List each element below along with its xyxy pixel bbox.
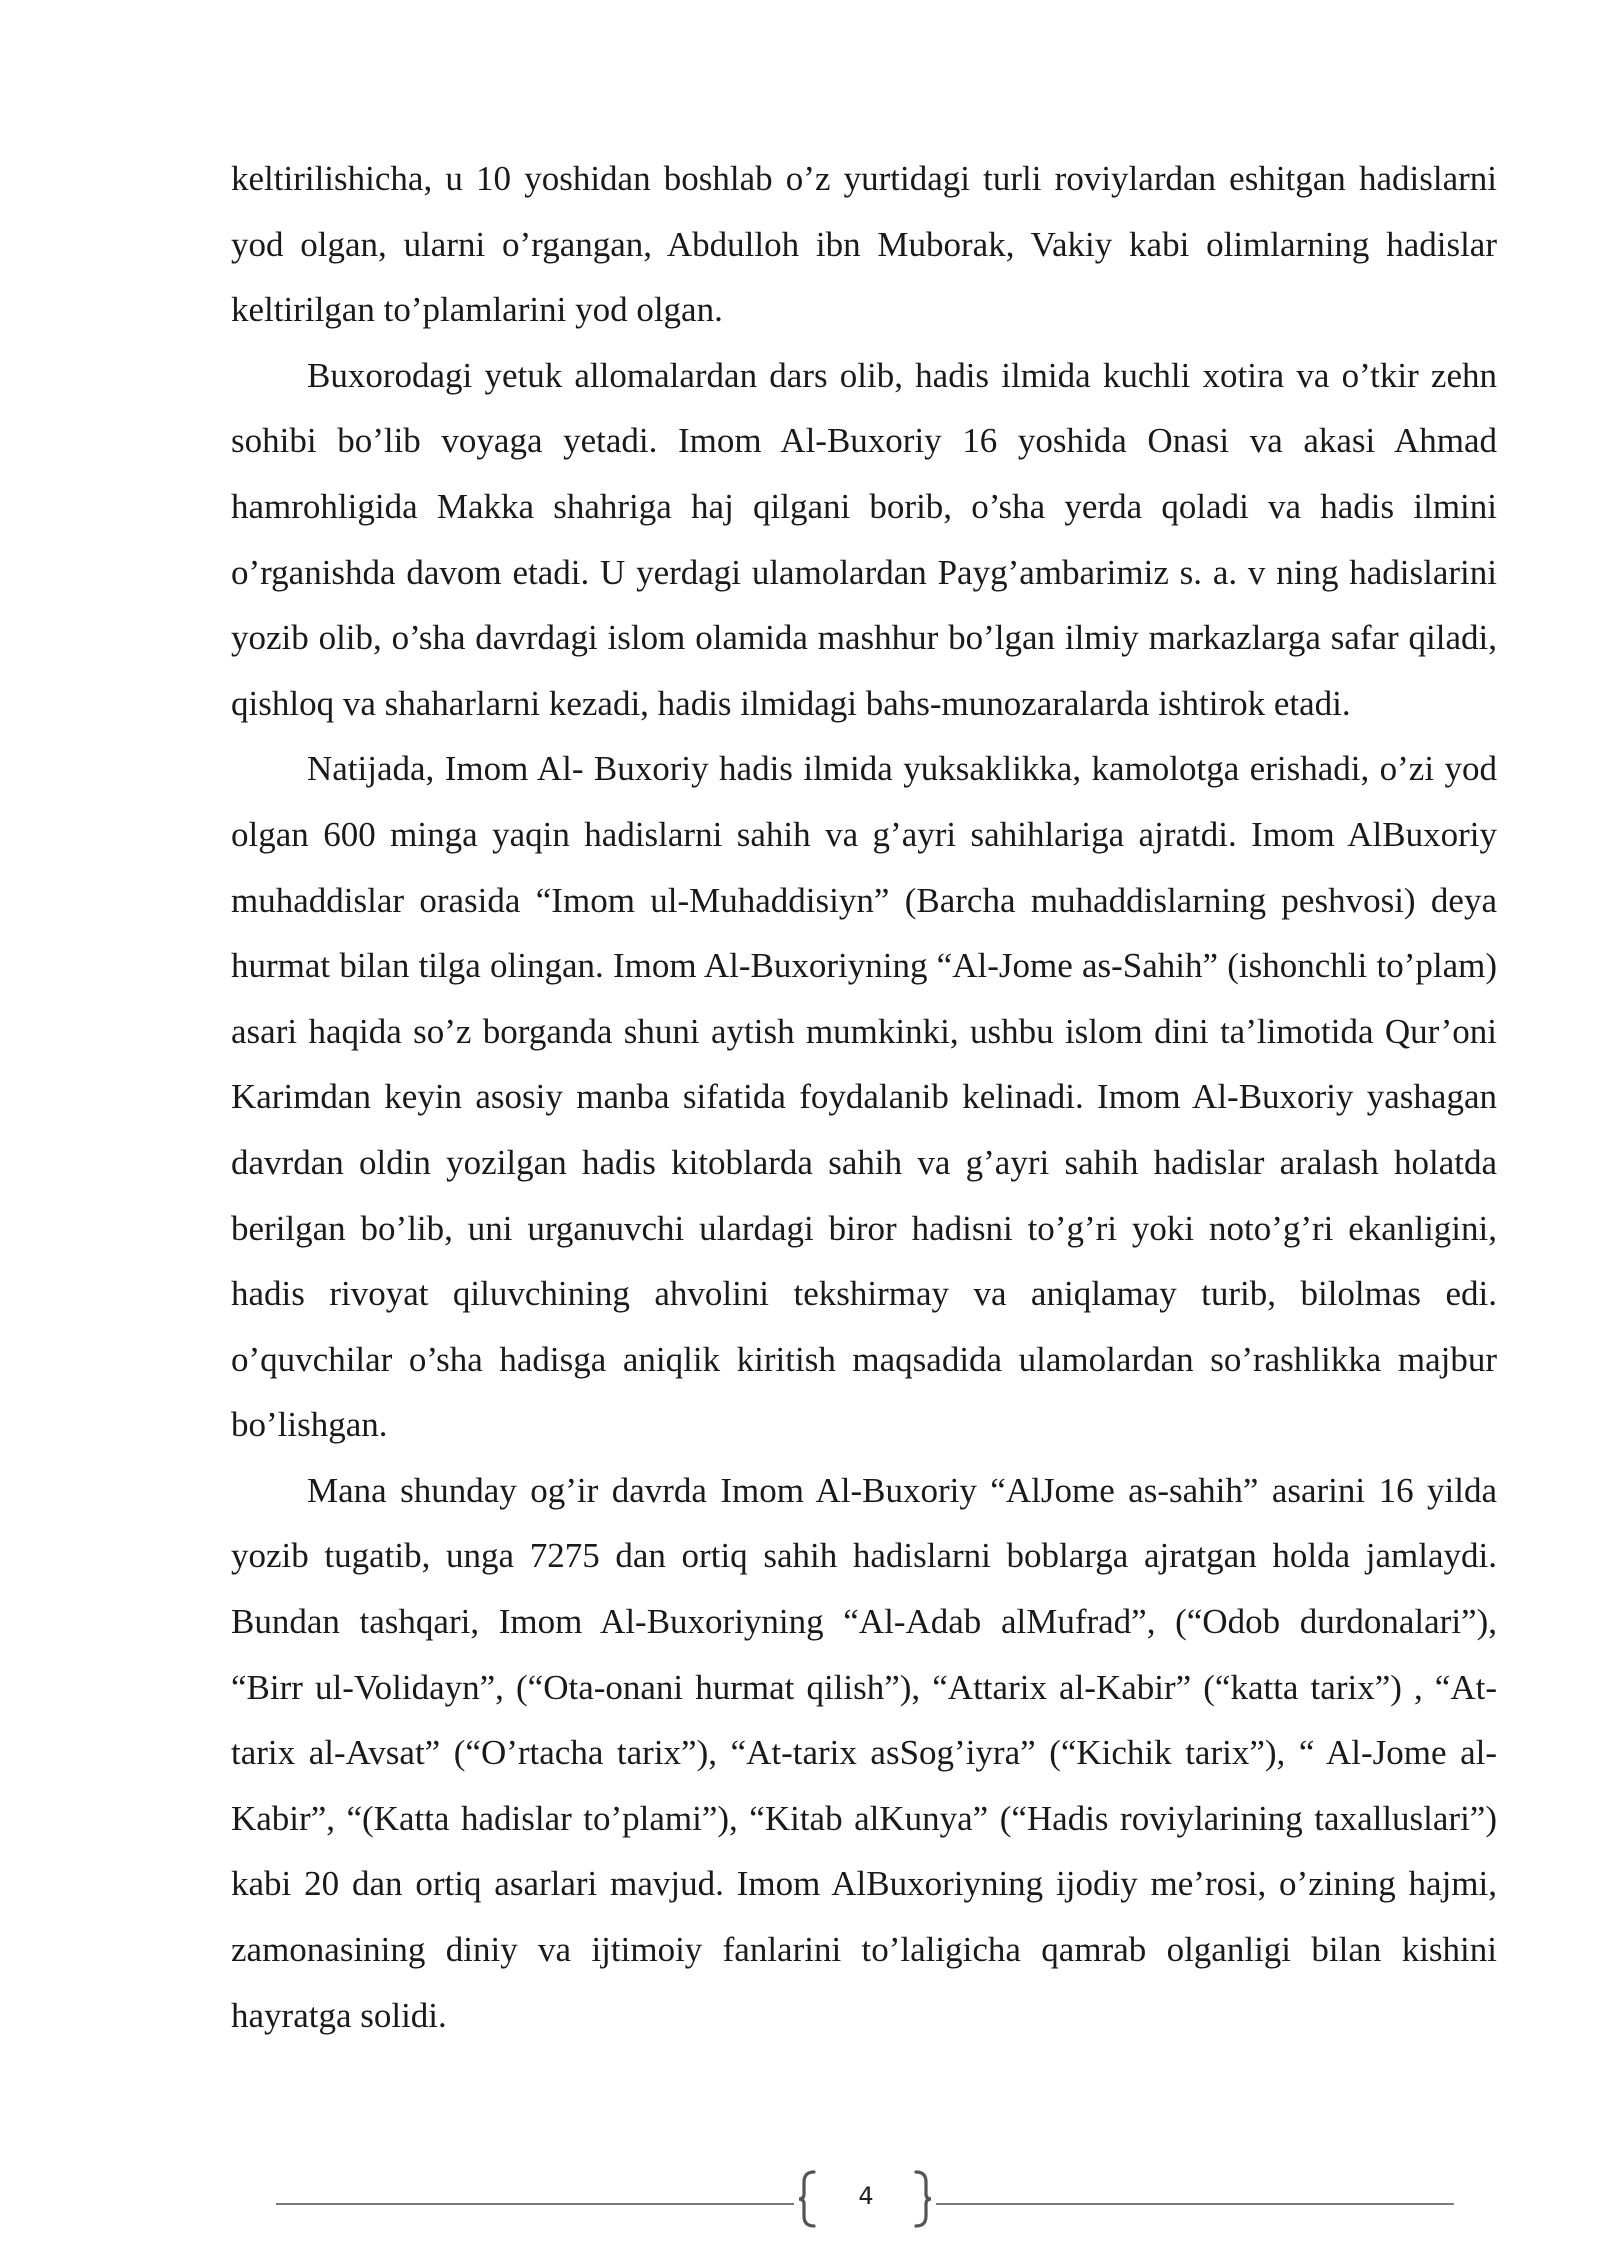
- paragraph-4: Mana shunday og’ir davrda Imom Al-Buxoriy “AlJome as-sahih” asarini 16 yilda yozib tugatib, unga 7275 dan ortiq sahih hadislarni boblarga ajratgan holda jamlaydi. Bundan tashqari, Imom Al-Buxoriyning “Al-Adab alMufrad”, (“Odob durdonalari”), “Birr ul-Volidayn”, (“Ota-onani hurmat qilish”), “Attarix al-Kabir” (“katta tarix”) , “At-tarix al-Avsat” (“O’rtacha tarix”), “At-tarix asSog’iyra” (“Kichik tarix”), “ Al-Jome al-Kabir”, “(Katta hadislar to’plami”), “Kitab alKunya” (“Hadis roviylarining taxalluslari”) kabi 20 dan ortiq asarlari mavjud. Imom AlBuxoriyning ijodiy me’rosi, o’zining hajmi, zamonasining diniy va ijtimoiy fanlarini to’laligicha qamrab olganligi bilan kishini hayratga solidi.: [231, 1470, 1497, 2035]
- footer-rule-right: [936, 2203, 1454, 2205]
- paragraph-3: Natijada, Imom Al- Buxoriy hadis ilmida yuksaklikka, kamolotga erishadi, o’zi yod olgan 600 minga yaqin hadislarni sahih va g’ayri sahihlariga ajratdi. Imom AlBuxoriy muhaddislar orasida “Imom ul-Muhaddisiyn” (Barcha muhaddislarning peshvosi) deya hurmat bilan tilga olingan. Imom Al-Buxoriyning “Al-Jome as-Sahih” (ishonchli to’plam) asari haqida so’z borganda shuni aytish mumkinki, ushbu islom dini ta’limotida Qur’oni Karimdan keyin asosiy manba sifatida foydalanib kelinadi. Imom Al-Buxoriy yashagan davrdan oldin yozilgan hadis kitoblarda sahih va g’ayri sahih hadislar aralash holatda berilgan bo’lib, uni urganuvchi ulardagi biror hadisni to’g’ri yoki noto’g’ri ekanligini, hadis rivoyat qiluvchining ahvolini tekshirmay va aniqlamay turib, bilolmas edi. o’quvchilar o’sha hadisga aniqlik kiritish maqsadida ulamolardan so’rashlikka majbur bo’lishgan.: [231, 749, 1497, 1445]
- footer-rule-left: [276, 2203, 794, 2205]
- page-number: 4: [858, 2182, 874, 2210]
- right-brace-icon: [912, 2170, 934, 2228]
- page-body: [231, 146, 1497, 2048]
- paragraph-1: keltirilishicha, u 10 yoshidan boshlab o’z yurtidagi turli roviylardan eshitgan hadislarni yod olgan, ularni o’rgangan, Abdulloh ibn Muborak, Vakiy kabi olimlarning hadislar keltirilgan to’plamlarini yod olgan.: [231, 159, 1497, 330]
- paragraph-2: Buxorodagi yetuk allomalardan dars olib, hadis ilmida kuchli xotira va o’tkir zehn sohibi bo’lib voyaga yetadi. Imom Al-Buxoriy 16 yoshida Onasi va akasi Ahmad hamrohligida Makka shahriga haj qilgani borib, o’sha yerda qoladi va hadis ilmini o’rganishda davom etadi. U yerdagi ulamolardan Payg’ambarimiz s. a. v ning hadislarini yozib olib, o’sha davrdagi islom olamida mashhur bo’lgan ilmiy markazlarga safar qiladi, qishloq va shaharlarni kezadi, hadis ilmidagi bahs-munozaralarda ishtirok etadi.: [231, 355, 1497, 723]
- left-brace-icon: [796, 2170, 818, 2228]
- page-footer: [276, 2170, 1454, 2234]
